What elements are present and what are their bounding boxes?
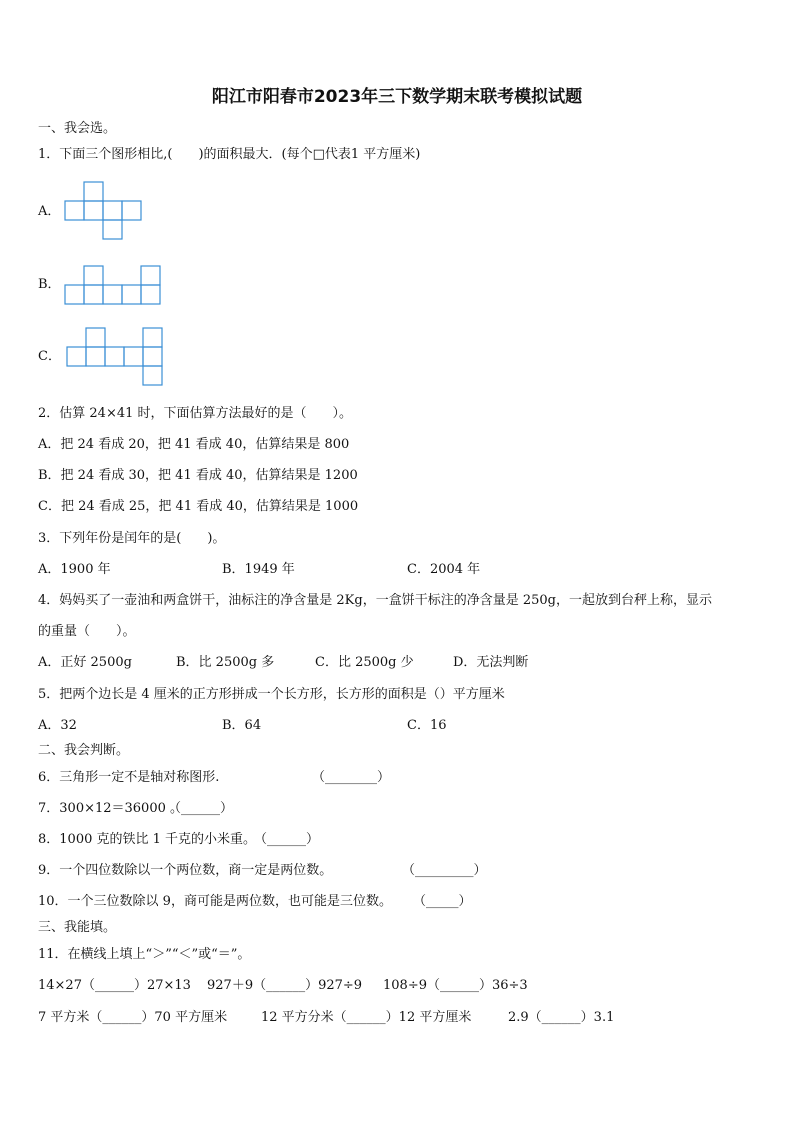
question-3-option-c: C．2004 年 (407, 562, 481, 577)
question-2-option-b: B．把 24 看成 30，把 41 看成 40，估算结果是 1200 (38, 468, 358, 483)
question-1-figure-b (64, 265, 164, 307)
question-4-option-c: C．比 2500g 少 (315, 655, 414, 670)
question-1-figure-c (66, 327, 166, 387)
question-5-stem: 5．把两个边长是 4 厘米的正方形拼成一个长方形，长方形的面积是（）平方厘米 (38, 687, 505, 702)
question-3-stem: 3．下列年份是闰年的是( )。 (38, 531, 226, 546)
question-1-stem: 1．下面三个图形相比,( )的面积最大．(每个□代表1 平方厘米) (38, 147, 421, 162)
page-title: 阳江市阳春市2023年三下数学期末联考模拟试题 (211, 87, 583, 107)
question-11-item[interactable]: 927＋9（______）927÷9 (207, 978, 363, 993)
question-6-answer-blank[interactable]: （________） (312, 770, 391, 785)
question-5-option-c: C．16 (407, 718, 447, 733)
question-4-option-a: A．正好 2500g (38, 655, 132, 670)
question-10-answer-blank[interactable]: （_____） (413, 894, 472, 909)
question-8-answer-blank[interactable]: （______） (254, 832, 320, 847)
question-2-stem: 2．估算 24×41 时，下面估算方法最好的是（ ）。 (38, 406, 353, 421)
question-1-option-a-label: A． (38, 204, 61, 219)
question-3-option-a: A．1900 年 (38, 562, 111, 577)
question-8-stem: 8．1000 克的铁比 1 千克的小米重。 (38, 832, 257, 847)
question-4-stem-line2: 的重量（ ）。 (38, 624, 136, 639)
question-5-option-a: A．32 (38, 718, 77, 733)
question-1-option-b-label: B． (38, 277, 61, 292)
question-11-item[interactable]: 14×27（______）27×13 (38, 978, 191, 993)
question-2-option-c: C．把 24 看成 25，把 41 看成 40，估算结果是 1000 (38, 499, 359, 514)
question-5-option-b: B．64 (222, 718, 262, 733)
question-2-option-a: A．把 24 看成 20，把 41 看成 40，估算结果是 800 (38, 437, 350, 452)
question-7-answer-blank[interactable]: （______） (168, 801, 234, 816)
question-7-stem: 7．300×12＝36000 。 (38, 801, 184, 816)
question-4-option-d: D．无法判断 (453, 655, 529, 670)
question-10-stem: 10．一个三位数除以 9，商可能是两位数，也可能是三位数。 (38, 894, 392, 909)
question-6-stem: 6．三角形一定不是轴对称图形. (38, 770, 220, 785)
question-11-item[interactable]: 7 平方米（______）70 平方厘米 (38, 1010, 228, 1025)
question-1-figure-a (64, 181, 144, 241)
question-9-answer-blank[interactable]: （_________） (402, 863, 487, 878)
question-11-item[interactable]: 12 平方分米（______）12 平方厘米 (261, 1010, 472, 1025)
section-heading-fill: 三、我能填。 (38, 920, 117, 935)
section-heading-choice: 一、我会选。 (38, 121, 117, 136)
section-heading-judge: 二、我会判断。 (38, 743, 130, 758)
question-11-item[interactable]: 108÷9（______）36÷3 (383, 978, 528, 993)
question-4-stem-line1: 4．妈妈买了一壶油和两盒饼干，油标注的净含量是 2Kg，一盒饼干标注的净含量是 250g，一起放到台秤上称，显示 (38, 593, 712, 608)
question-9-stem: 9．一个四位数除以一个两位数，商一定是两位数。 (38, 863, 333, 878)
question-3-option-b: B．1949 年 (222, 562, 295, 577)
question-1-option-c-label: C． (38, 349, 61, 364)
question-11-item[interactable]: 2.9（______）3.1 (508, 1010, 615, 1025)
question-4-option-b: B．比 2500g 多 (176, 655, 275, 670)
question-11-stem: 11．在横线上填上“＞”“＜”或“＝”。 (38, 947, 251, 962)
